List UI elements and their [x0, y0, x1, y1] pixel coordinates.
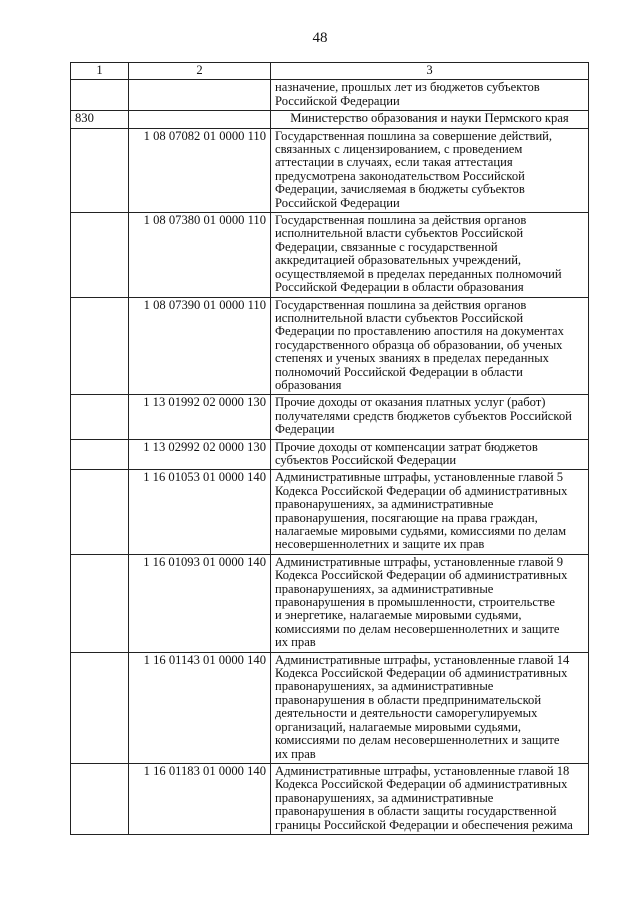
description-line: исполнительной власти субъектов Российской [275, 226, 524, 241]
income-code-cell: 1 08 07390 01 0000 110 [129, 297, 271, 395]
description-line: получателями средств бюджетов субъектов Российской [275, 408, 572, 423]
income-code-cell: 1 08 07380 01 0000 110 [129, 213, 271, 297]
income-code-cell: 1 16 01143 01 0000 140 [129, 652, 271, 763]
description-line: Кодекса Российской Федерации об административных [275, 777, 568, 792]
description-line: их прав [275, 746, 316, 761]
description-line: исполнительной власти субъектов Российской [275, 310, 524, 325]
description-line: правонарушения в области защиты государственной [275, 804, 557, 819]
description-line: полномочий Российской Федерации в области [275, 364, 523, 379]
description-line: правонарушения в промышленности, строительстве [275, 595, 555, 610]
description-line: комиссиями по делам несовершеннолетних и защите [275, 733, 560, 748]
description-line: Федерации, связанные с государственной [275, 239, 498, 254]
description-line: деятельности и деятельности саморегулируемых [275, 706, 538, 721]
page-number: 48 [312, 30, 328, 46]
table-body [71, 80, 589, 835]
description-line: назначение, прошлых лет из бюджетов субъектов [275, 80, 540, 95]
description-line: правонарушениях, за административные [275, 790, 494, 805]
admin-code-cell [71, 554, 129, 652]
income-code-cell: 1 13 01992 02 0000 130 [129, 395, 271, 439]
description-line: Государственная пошлина за действия органов [275, 213, 527, 228]
description-line: Прочие доходы от оказания платных услуг (работ) [275, 395, 546, 410]
description-line: аттестации в случаях, если такая аттестация [275, 155, 513, 170]
description-line: Кодекса Российской Федерации об административных [275, 483, 568, 498]
description-cell [271, 128, 589, 212]
income-code-cell: 1 13 02992 02 0000 130 [129, 439, 271, 470]
table-row [71, 439, 589, 470]
description-line: Административные штрафы, установленные главой 18 [275, 763, 570, 778]
description-line: и энергетике, налагаемые мировыми судьями, [275, 608, 522, 623]
description-line: комиссиями по делам несовершеннолетних и защите [275, 621, 560, 636]
income-codes-table [70, 62, 589, 835]
table-row [71, 297, 589, 395]
column-header-1: 1 [71, 63, 129, 80]
admin-code-cell [71, 395, 129, 439]
income-code-cell [129, 80, 271, 111]
description-cell [271, 297, 589, 395]
description-line: границы Российской Федерации и обеспечения режима [275, 817, 573, 832]
table-row [71, 128, 589, 212]
description-line: осуществляемой в пределах переданных полномочий [275, 266, 562, 281]
description-line: предусмотрена законодательством Российской [275, 168, 525, 183]
admin-code-cell [71, 439, 129, 470]
table-row [71, 80, 589, 111]
income-code-cell [129, 111, 271, 128]
description-line: организаций, налагаемые мировыми судьями, [275, 719, 522, 734]
description-line: Административные штрафы, установленные главой 5 [275, 470, 564, 485]
description-line: связанных с лицензированием, с проведением [275, 142, 523, 157]
description-line: их прав [275, 635, 316, 650]
description-line: правонарушения в области предпринимательской [275, 692, 542, 707]
description-line: Федерации [275, 422, 335, 437]
description-line: правонарушения, посягающие на права граждан, [275, 510, 538, 525]
description-line: степенях и ученых званиях в пределах переданных [275, 351, 549, 366]
description-line: Федерации, зачисляемая в бюджеты субъектов [275, 182, 525, 197]
description-line: Министерство образования и науки Пермского края [290, 111, 569, 126]
description-cell [271, 80, 589, 111]
description-line: образования [275, 377, 342, 392]
description-line: Прочие доходы от компенсации затрат бюджетов [275, 439, 538, 454]
table-row [71, 395, 589, 439]
description-line: государственного образца об образовании, об ученых [275, 337, 563, 352]
description-line: Кодекса Российской Федерации об административных [275, 666, 568, 681]
description-line: Административные штрафы, установленные главой 14 [275, 652, 570, 667]
table-row [71, 111, 589, 128]
description-cell [271, 554, 589, 652]
admin-code-cell [71, 80, 129, 111]
description-line: Российской Федерации [275, 93, 400, 108]
description-line: налагаемые мировыми судьями, комиссиями по делам [275, 524, 567, 538]
description-line: несовершеннолетних и защите их прав [275, 537, 485, 552]
admin-code-cell: 830 [71, 111, 129, 128]
table-header-row [71, 63, 589, 80]
admin-code-cell [71, 652, 129, 763]
description-cell [271, 652, 589, 763]
description-cell [271, 470, 589, 554]
description-line: Административные штрафы, установленные главой 9 [275, 554, 564, 569]
income-code-cell: 1 16 01053 01 0000 140 [129, 470, 271, 554]
admin-code-cell [71, 213, 129, 297]
income-code-cell: 1 08 07082 01 0000 110 [129, 128, 271, 212]
description-cell [271, 111, 589, 128]
income-code-cell: 1 16 01183 01 0000 140 [129, 763, 271, 834]
description-cell [271, 213, 589, 297]
table-row [71, 213, 589, 297]
description-line: Российской Федерации [275, 195, 400, 210]
description-cell [271, 763, 589, 834]
description-cell [271, 395, 589, 439]
description-line: Кодекса Российской Федерации об административных [275, 568, 568, 583]
table-row [71, 652, 589, 763]
income-code-cell: 1 16 01093 01 0000 140 [129, 554, 271, 652]
admin-code-cell [71, 470, 129, 554]
column-header-3: 3 [271, 63, 589, 80]
description-line: Государственная пошлина за совершение действий, [275, 128, 553, 143]
column-header-2: 2 [129, 63, 271, 80]
description-cell [271, 439, 589, 470]
description-line: субъектов Российской Федерации [275, 452, 457, 467]
description-line: Российской Федерации в области образования [275, 280, 524, 295]
admin-code-cell [71, 297, 129, 395]
table-row [71, 470, 589, 554]
description-line: аккредитацией образовательных учреждений, [275, 253, 522, 268]
description-line: Федерации по проставлению апостиля на документах [275, 324, 564, 339]
description-line: правонарушениях, за административные [275, 581, 494, 596]
admin-code-cell [71, 128, 129, 212]
admin-code-cell [71, 763, 129, 834]
description-line: правонарушениях, за административные [275, 679, 494, 694]
table-row [71, 554, 589, 652]
description-line: Государственная пошлина за действия органов [275, 297, 527, 312]
table-row [71, 763, 589, 834]
description-line: правонарушениях, за административные [275, 497, 494, 512]
